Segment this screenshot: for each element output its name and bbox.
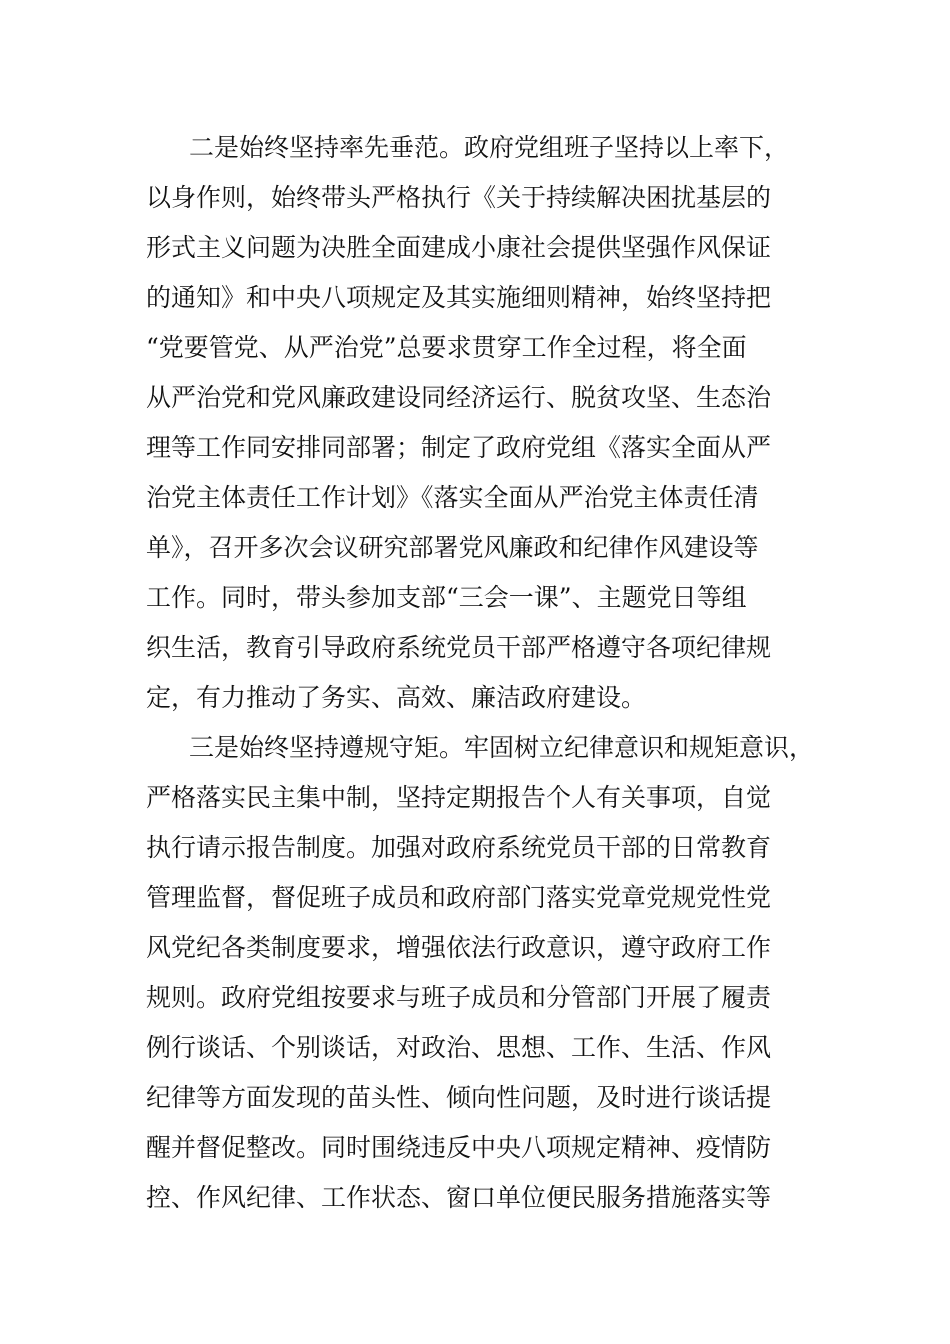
paragraph-2-line-4: 管理监督，督促班子成员和政府部门落实党章党规党性党 xyxy=(146,883,772,912)
paragraph-1-line-8: 治党主体责任工作计划》《落实全面从严治党主体责任清 xyxy=(146,483,759,512)
paragraph-1-line-5: “党要管党、从严治党”总要求贯穿工作全过程，将全面 xyxy=(146,333,747,362)
paragraph-2-line-3: 执行请示报告制度。加强对政府系统党员干部的日常教育 xyxy=(146,833,772,862)
paragraph-1-line-4: 的通知》和中央八项规定及其实施细则精神，始终坚持把 xyxy=(146,283,772,312)
paragraph-2-line-6: 规则。政府党组按要求与班子成员和分管部门开展了履责 xyxy=(146,983,772,1012)
paragraph-2-line-1: 三是始终坚持遵规守矩。牢固树立纪律意识和规矩意识， xyxy=(189,733,815,762)
paragraph-1-line-9: 单》，召开多次会议研究部署党风廉政和纪律作风建设等 xyxy=(146,533,759,562)
paragraph-2-line-9: 醒并督促整改。同时围绕违反中央八项规定精神、疫情防 xyxy=(146,1133,772,1162)
paragraph-1-line-1: 二是始终坚持率先垂范。政府党组班子坚持以上率下， xyxy=(189,133,790,162)
paragraph-2-line-2: 严格落实民主集中制，坚持定期报告个人有关事项，自觉 xyxy=(146,783,772,812)
paragraph-1-line-7: 理等工作同安排同部署；制定了政府党组《落实全面从严 xyxy=(146,433,772,462)
paragraph-1-line-10: 工作。同时，带头参加支部“三会一课”、主题党日等组 xyxy=(146,583,747,612)
paragraph-1-line-3: 形式主义问题为决胜全面建成小康社会提供坚强作风保证 xyxy=(146,233,772,262)
paragraph-2-line-5: 风党纪各类制度要求，增强依法行政意识，遵守政府工作 xyxy=(146,933,772,962)
paragraph-2-line-10: 控、作风纪律、工作状态、窗口单位便民服务措施落实等 xyxy=(146,1183,772,1212)
paragraph-1-line-2: 以身作则，始终带头严格执行《关于持续解决困扰基层的 xyxy=(146,183,772,212)
paragraph-1-line-12: 定，有力推动了务实、高效、廉洁政府建设。 xyxy=(146,683,647,712)
paragraph-1-line-11: 织生活，教育引导政府系统党员干部严格遵守各项纪律规 xyxy=(146,633,772,662)
paragraph-2-line-8: 纪律等方面发现的苗头性、倾向性问题，及时进行谈话提 xyxy=(146,1083,772,1112)
paragraph-2-line-7: 例行谈话、个别谈话，对政治、思想、工作、生活、作风 xyxy=(146,1033,772,1062)
paragraph-1-line-6: 从严治党和党风廉政建设同经济运行、脱贫攻坚、生态治 xyxy=(146,383,772,412)
